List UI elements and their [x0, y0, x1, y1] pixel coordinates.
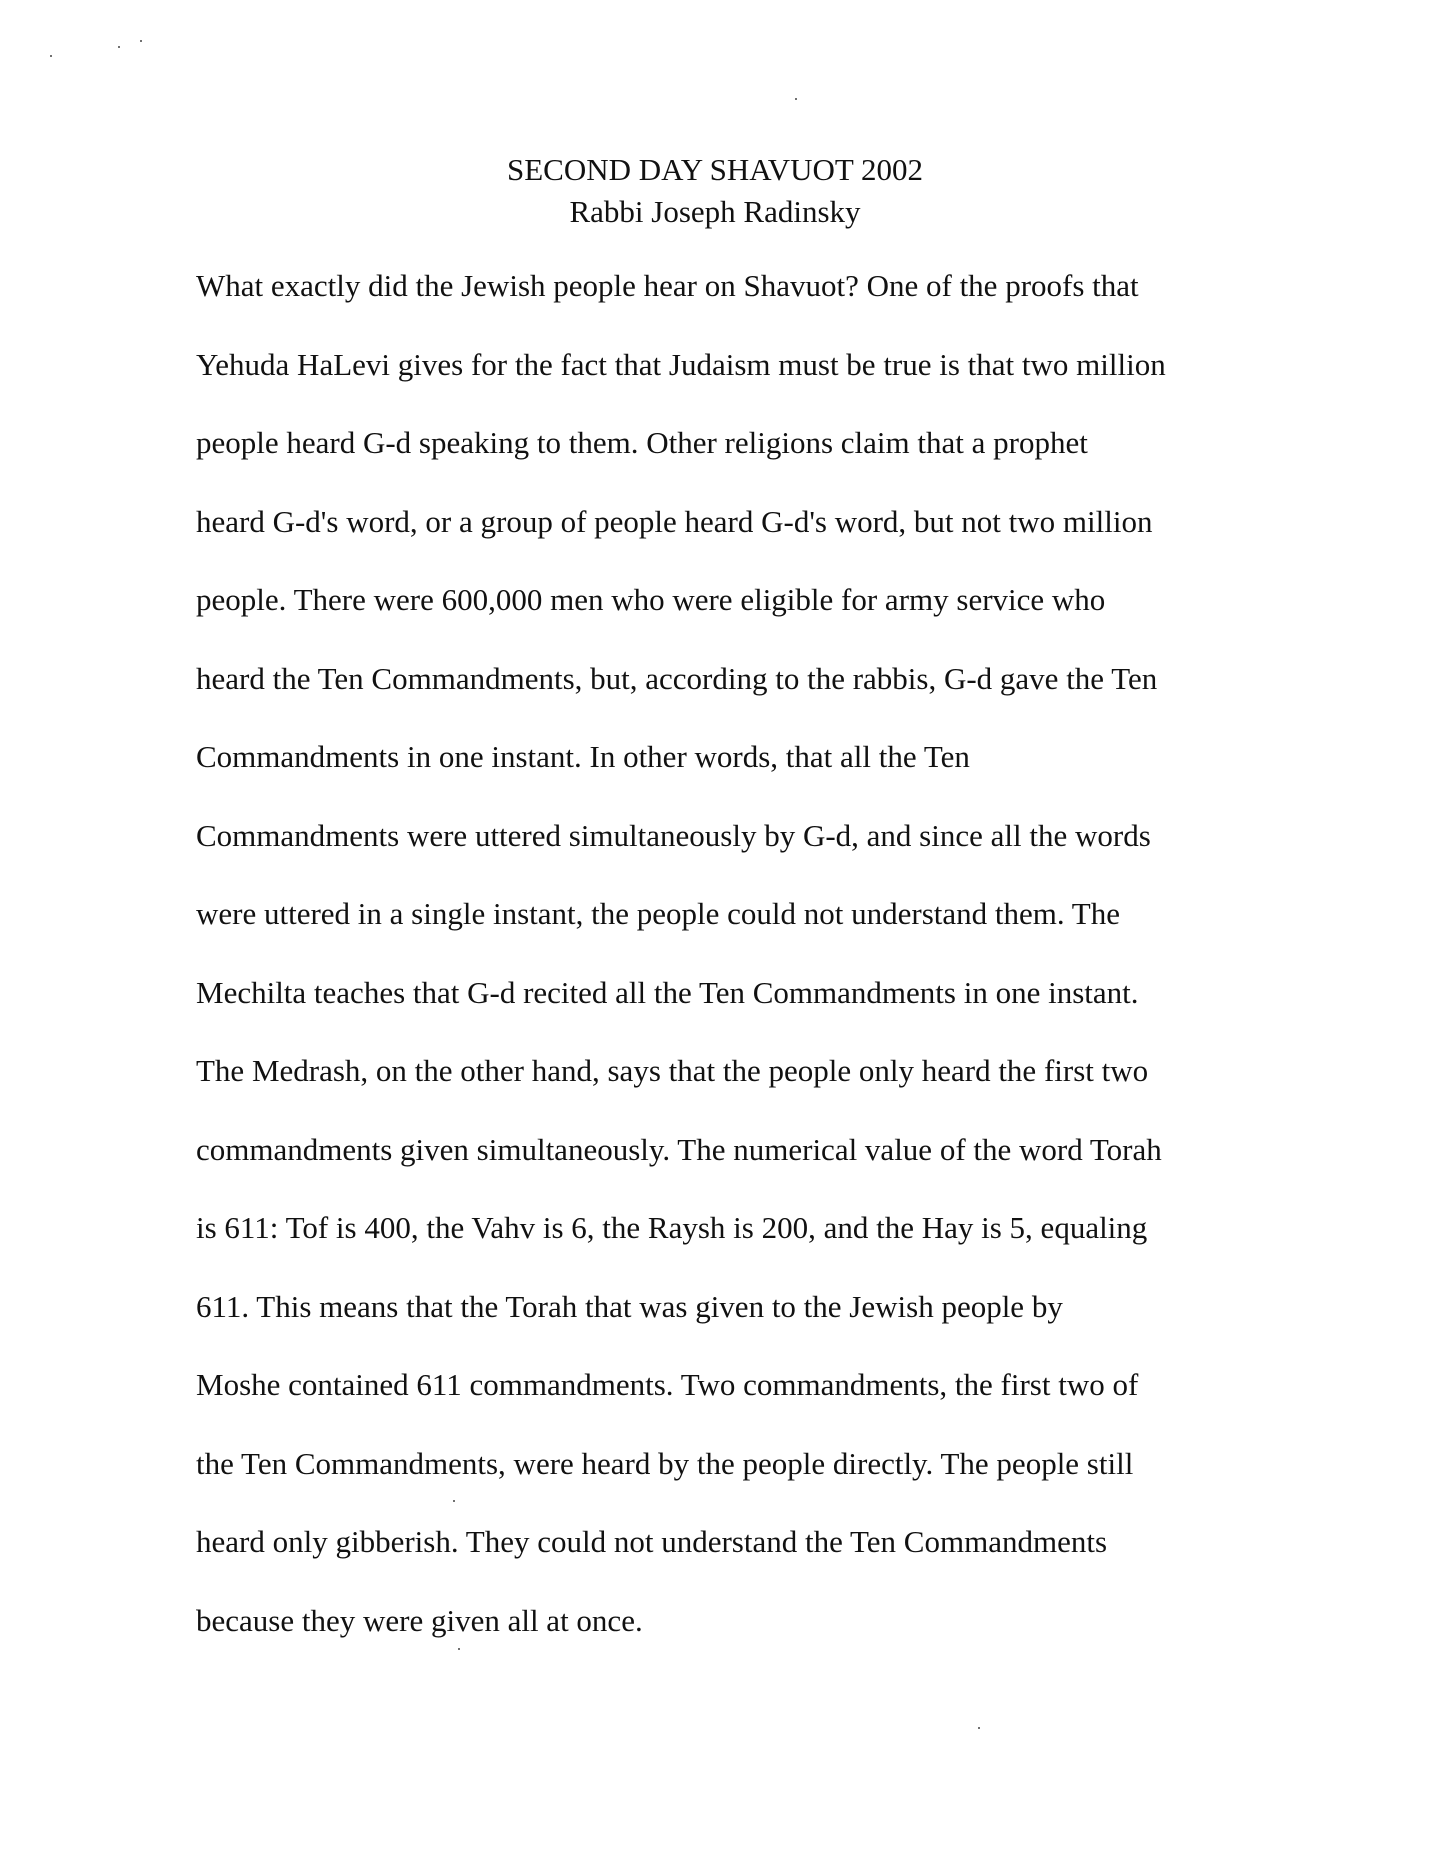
body-line: Commandments were uttered simultaneously by G-d, and since all the words — [196, 817, 1151, 853]
scan-speck — [140, 40, 142, 42]
body-line: heard G-d's word, or a group of people heard G-d's word, but not two million — [196, 503, 1153, 539]
scan-speck — [118, 46, 120, 48]
body-line: because they were given all at once. — [196, 1602, 643, 1638]
body-line: is 611: Tof is 400, the Vahv is 6, the Raysh is 200, and the Hay is 5, equaling — [196, 1210, 1148, 1245]
body-line: people. There were 600,000 men who were eligible for army service who — [196, 582, 1106, 617]
scan-speck — [50, 55, 52, 57]
body-line: Commandments in one instant. In other words, that all the Ten — [196, 739, 970, 774]
scan-speck — [978, 1727, 980, 1729]
body-line: Yehuda HaLevi gives for the fact that Judaism must be true is that two million — [196, 346, 1166, 382]
body-line: people heard G-d speaking to them. Other religions claim that a prophet — [196, 425, 1088, 460]
body-line: 611. This means that the Torah that was given to the Jewish people by — [196, 1288, 1063, 1324]
body-line: Mechilta teaches that G-d recited all the Ten Commandments in one instant. — [196, 974, 1139, 1010]
body-line: heard only gibberish. They could not understand the Ten Commandments — [196, 1524, 1108, 1559]
scan-speck — [795, 98, 797, 100]
document-title: SECOND DAY SHAVUOT 2002 — [507, 152, 923, 187]
document-body — [196, 266, 1226, 1679]
body-line: Moshe contained 611 commandments. Two commandments, the first two of — [196, 1367, 1139, 1402]
document-author: Rabbi Joseph Radinsky — [569, 194, 861, 229]
body-line: The Medrash, on the other hand, says that the people only heard the first two — [196, 1053, 1149, 1088]
body-line: heard the Ten Commandments, but, according to the rabbis, G-d gave the Ten — [196, 660, 1158, 696]
body-line: commandments given simultaneously. The numerical value of the word Torah — [196, 1131, 1162, 1167]
body-line: What exactly did the Jewish people hear on Shavuot? One of the proofs that — [196, 268, 1139, 303]
body-line: were uttered in a single instant, the people could not understand them. The — [196, 896, 1121, 931]
body-line: the Ten Commandments, were heard by the people directly. The people still — [196, 1445, 1134, 1481]
